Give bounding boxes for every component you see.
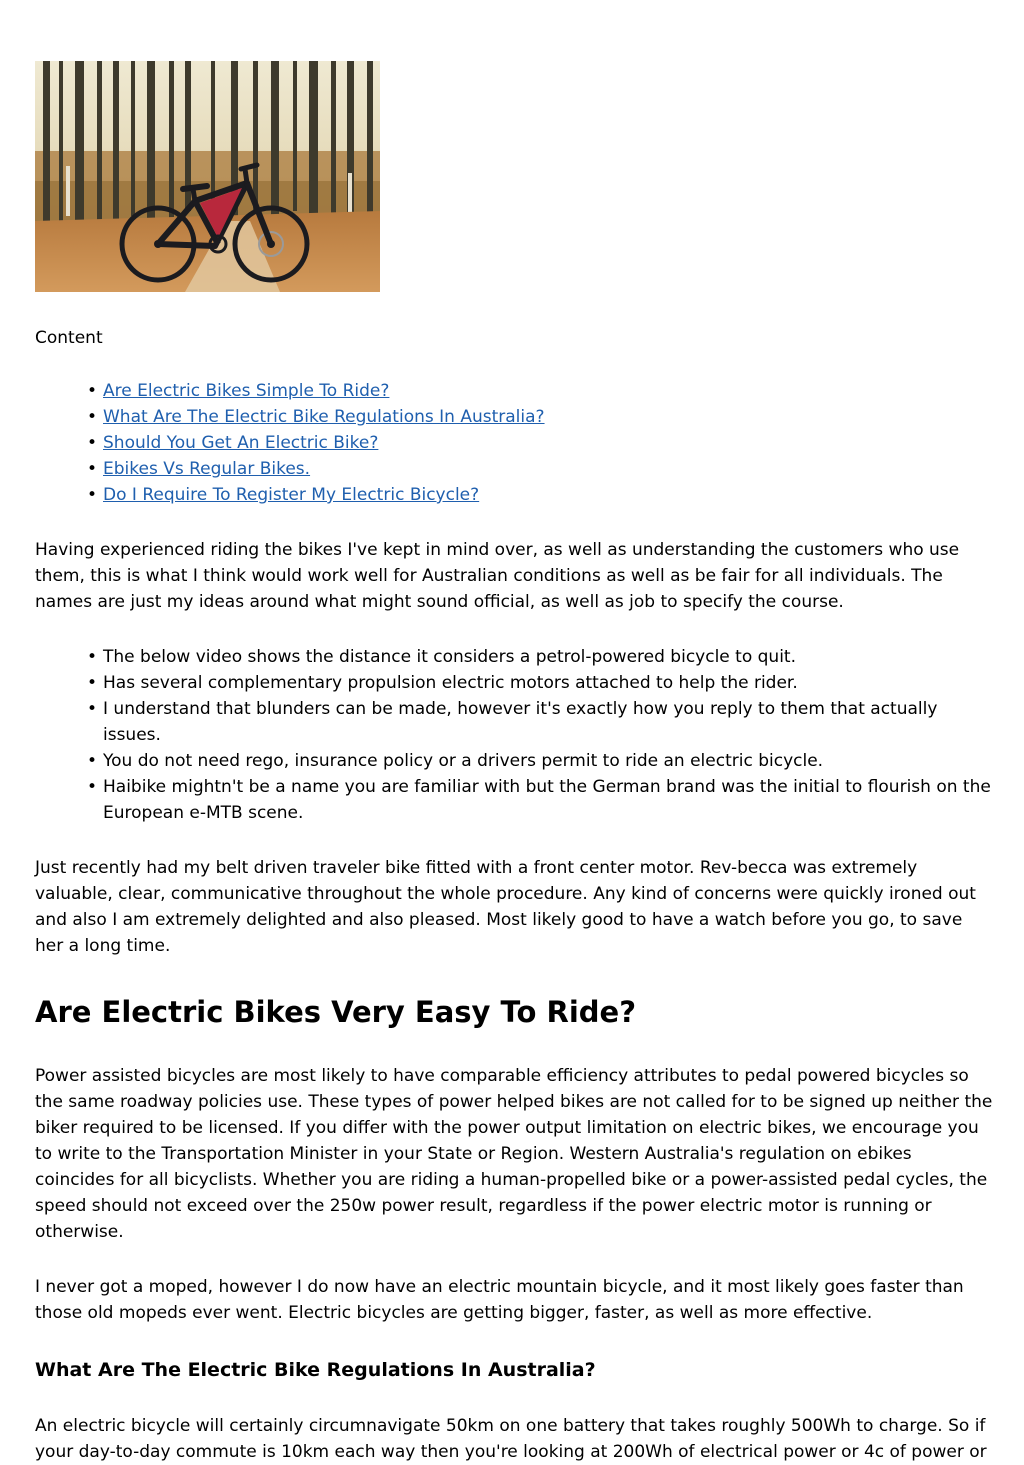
- toc-link-register-bicycle[interactable]: Do I Require To Register My Electric Bicycle?: [103, 485, 480, 505]
- paragraph-belt-bike: Just recently had my belt driven traveler bike fitted with a front center motor. Rev-becca was extremely valuable, clear, communicative throughout the whole procedure. Any kind of concerns were quickly ironed out and also I am extremely delighted and also pleased. Most likely good to have a watch before you go, to save her a long time.: [35, 858, 976, 956]
- hero-image-svg: [35, 61, 380, 292]
- toc-item: [103, 430, 995, 456]
- table-of-contents: [35, 378, 995, 508]
- fence-post-left: [66, 166, 70, 216]
- toc-item: [103, 404, 995, 430]
- bullet-item: • You do not need rego, insurance policy or a drivers permit to ride an electric bicycle.: [103, 748, 995, 774]
- content-label: Content: [35, 328, 103, 348]
- document-page: [35, 61, 995, 1465]
- bullet-list: [35, 644, 995, 826]
- toc-link-should-you-get[interactable]: Should You Get An Electric Bike?: [103, 433, 379, 453]
- toc-link-ebikes-vs-regular[interactable]: Ebikes Vs Regular Bikes.: [103, 459, 311, 479]
- paragraph-power-assisted: Power assisted bicycles are most likely to have comparable efficiency attributes to pedal powered bicycles so the same roadway policies use. These types of power helped bikes are not called for to be signed up neither the biker required to be licensed. If you differ with the power output limitation on electric bikes, we encourage you to write to the Transportation Minister in your State or Region. Western Australia's regulation on ebikes coincides for all bicyclists. Whether you are riding a human-propelled bike or a power-assisted pedal cycles, the speed should not exceed over the 250w power result, regardless if the power electric motor is running or otherwise.: [35, 1066, 993, 1242]
- paragraph-commute: An electric bicycle will certainly circumnavigate 50km on one battery that takes roughly 500Wh to charge. So if your day-to-day commute is 10km each way then you're looking at 200Wh of electrical power or 4c of power or: [35, 1416, 987, 1462]
- bullet-item: • Haibike mightn't be a name you are familiar with but the German brand was the initial to flourish on the European e-MTB scene.: [103, 774, 995, 826]
- toc-item: [103, 456, 995, 482]
- heading-regulations: What Are The Electric Bike Regulations In Australia?: [35, 1359, 596, 1381]
- toc-link-regulations-australia[interactable]: What Are The Electric Bike Regulations In Australia?: [103, 407, 545, 427]
- bullet-item: • The below video shows the distance it considers a petrol-powered bicycle to quit.: [103, 644, 995, 670]
- toc-item: [103, 482, 995, 508]
- paragraph-moped: I never got a moped, however I do now have an electric mountain bicycle, and it most likely goes faster than those old mopeds ever went. Electric bicycles are getting bigger, faster, as well as more effective.: [35, 1277, 964, 1323]
- hero-image: [35, 61, 380, 292]
- heading-easy-to-ride: Are Electric Bikes Very Easy To Ride?: [35, 995, 637, 1029]
- bullet-item: • Has several complementary propulsion electric motors attached to help the rider.: [103, 670, 995, 696]
- toc-link-simple-to-ride[interactable]: Are Electric Bikes Simple To Ride?: [103, 381, 390, 401]
- toc-item: [103, 378, 995, 404]
- bullet-item: • I understand that blunders can be made, however it's exactly how you reply to them that actually issues.: [103, 696, 995, 748]
- paragraph-intro: Having experienced riding the bikes I've kept in mind over, as well as understanding the customers who use them, this is what I think would work well for Australian conditions as well as be fair for all individuals. The names are just my ideas around what might sound official, as well as job to specify the course.: [35, 540, 960, 612]
